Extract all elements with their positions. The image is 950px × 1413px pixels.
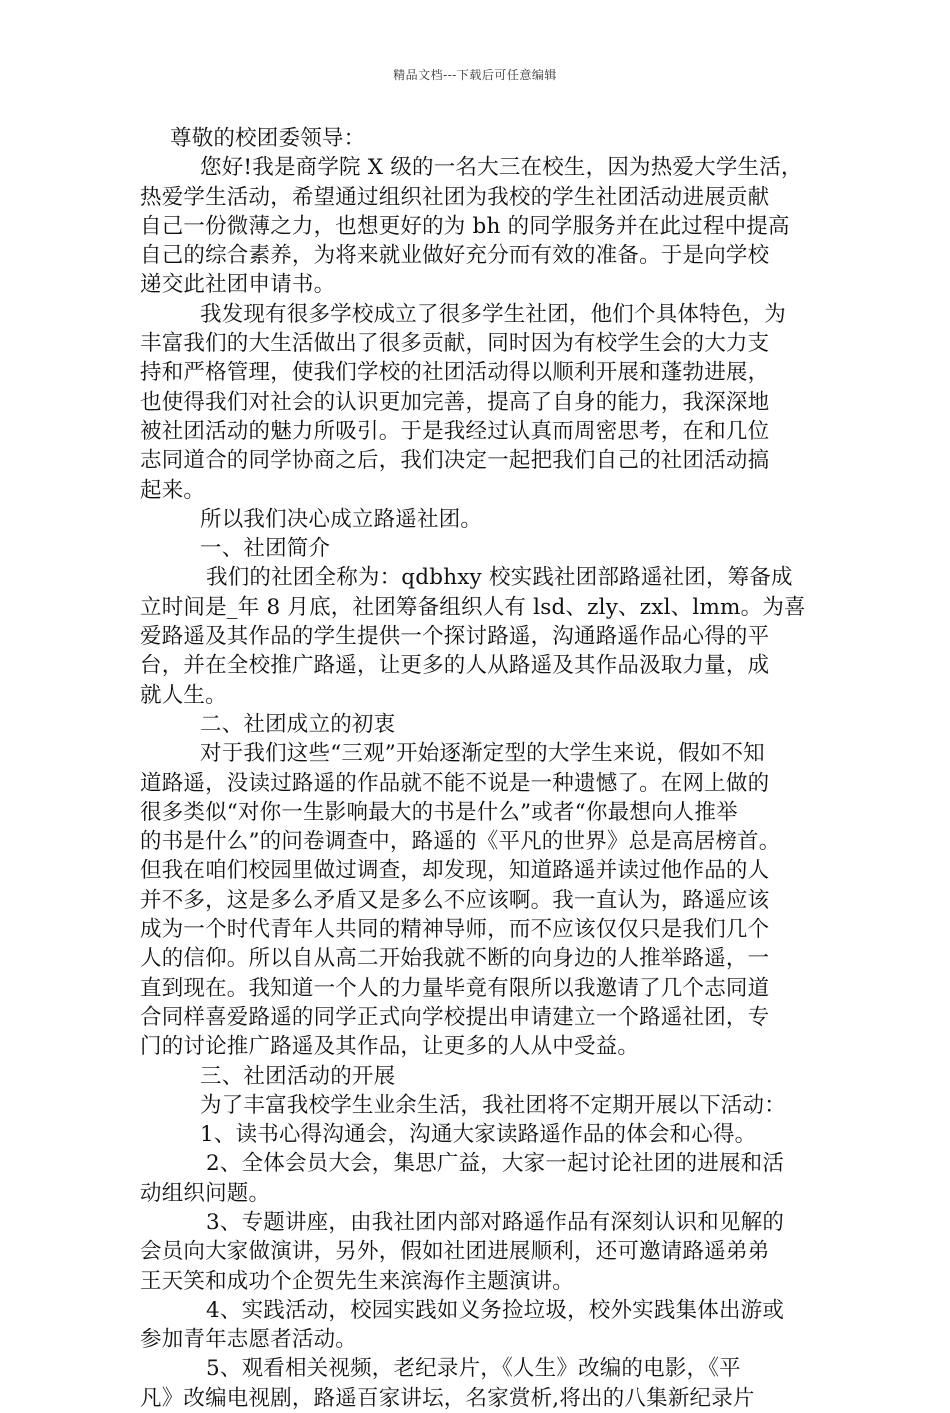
text-line: 门的讨论推广路遥及其作品，让更多的人从中受益。 (140, 1034, 640, 1060)
text-line: 我发现有很多学校成立了很多学生社团，他们个具体特色，为 (200, 301, 786, 327)
text-line: 持和严格管理，使我们学校的社团活动得以顺利开展和蓬勃进展， (140, 360, 770, 386)
text-line: 起来。 (140, 477, 206, 503)
text-line: 很多类似“对你一生影响最大的书是什么”或者“你最想向人推举 (140, 799, 738, 825)
text-line: 成为一个时代青年人共同的精神导师，而不应该仅仅只是我们几个 (140, 917, 770, 943)
text-line: 会员向大家做演讲，另外，假如社团进展顺利，还可邀请路遥弟弟 (140, 1239, 770, 1265)
text-line: 递交此社团申请书。 (140, 272, 336, 298)
text-line: 2、全体会员大会，集思广益，大家一起讨论社团的进展和活 (206, 1151, 785, 1177)
text-line: 自己的综合素养，为将来就业做好充分而有效的准备。于是向学校 (140, 243, 770, 269)
text-line: 您好!我是商学院 X 级的一名大三在校生，因为热爱大学生活， (200, 155, 803, 181)
text-line: 热爱学生活动，希望通过组织社团为我校的学生社团活动进展贡献 (140, 184, 770, 210)
text-line: 被社团活动的魅力所吸引。于是我经过认真而周密思考，在和几位 (140, 418, 770, 444)
text-line: 三、社团活动的开展 (200, 1063, 396, 1089)
text-line: 王天笑和成功个企贺先生来滨海作主题演讲。 (140, 1268, 575, 1294)
text-line: 一、社团简介 (200, 536, 331, 562)
text-line: 但我在咱们校园里做过调查，却发现，知道路遥并读过他作品的人 (140, 858, 770, 884)
text-line: 所以我们决心成立路遥社团。 (200, 506, 483, 532)
text-line: 我们的社团全称为：qdbhxy 校实践社团部路遥社团，筹备成 (206, 565, 793, 591)
text-line: 立时间是_年 8 月底，社团筹备组织人有 lsd、zly、zxl、lmm。为喜 (140, 594, 806, 620)
text-line: 1、读书心得沟通会，沟通大家读路遥作品的体会和心得。 (200, 1122, 757, 1148)
text-line: 尊敬的校团委领导： (170, 126, 366, 151)
text-line: 道路遥，没读过路遥的作品就不能不说是一种遗憾了。在网上做的 (140, 770, 770, 796)
text-line: 5、观看相关视频，老纪录片，《人生》改编的电影，《平 (206, 1356, 741, 1382)
text-line: 动组织问题。 (140, 1180, 271, 1206)
text-line: 3、专题讲座，由我社团内部对路遥作品有深刻认识和见解的 (206, 1209, 785, 1235)
text-line: 人的信仰。所以自从高二开始我就不断的向身边的人推举路遥，一 (140, 946, 770, 972)
text-line: 台，并在全校推广路遥，让更多的人从路遥及其作品汲取力量，成 (140, 653, 770, 679)
text-line: 二、社团成立的初衷 (200, 711, 396, 737)
text-line: 并不多，这是多么矛盾又是多么不应该啊。我一直认为，路遥应该 (140, 887, 770, 913)
text-line: 丰富我们的大生活做出了很多贡献，同时因为有校学生会的大力支 (140, 331, 770, 357)
text-line: 爱路遥及其作品的学生提供一个探讨路遥，沟通路遥作品心得的平 (140, 624, 770, 650)
document-body (140, 124, 830, 1413)
text-line: 参加青年志愿者活动。 (140, 1327, 358, 1353)
text-line: 就人生。 (140, 682, 227, 708)
text-line: 自己一份微薄之力，也想更好的为 bh 的同学服务并在此过程中提高 (140, 213, 790, 239)
text-line: 凡》改编电视剧，路遥百家讲坛，名家赏析,将出的八集新纪录片 (140, 1385, 755, 1411)
text-line: 直到现在。我知道一个人的力量毕竟有限所以我邀请了几个志同道 (140, 975, 770, 1001)
text-line: 志同道合的同学协商之后，我们决定一起把我们自己的社团活动搞 (140, 448, 770, 474)
page-header: 精品文档---下载后可任意编辑 (393, 68, 557, 82)
text-line: 合同样喜爱路遥的同学正式向学校提出申请建立一个路遥社团，专 (140, 1004, 770, 1030)
text-line: 4、实践活动，校园实践如义务捡垃圾，校外实践集体出游或 (206, 1297, 785, 1323)
text-line: 对于我们这些“三观”开始逐渐定型的大学生来说，假如不知 (200, 741, 765, 767)
text-line: 为了丰富我校学生业余生活，我社团将不定期开展以下活动： (200, 1092, 786, 1118)
text-line: 的书是什么”的问卷调查中，路遥的《平凡的世界》总是高居榜首。 (140, 829, 781, 855)
text-line: 也使得我们对社会的认识更加完善，提高了自身的能力，我深深地 (140, 389, 770, 415)
